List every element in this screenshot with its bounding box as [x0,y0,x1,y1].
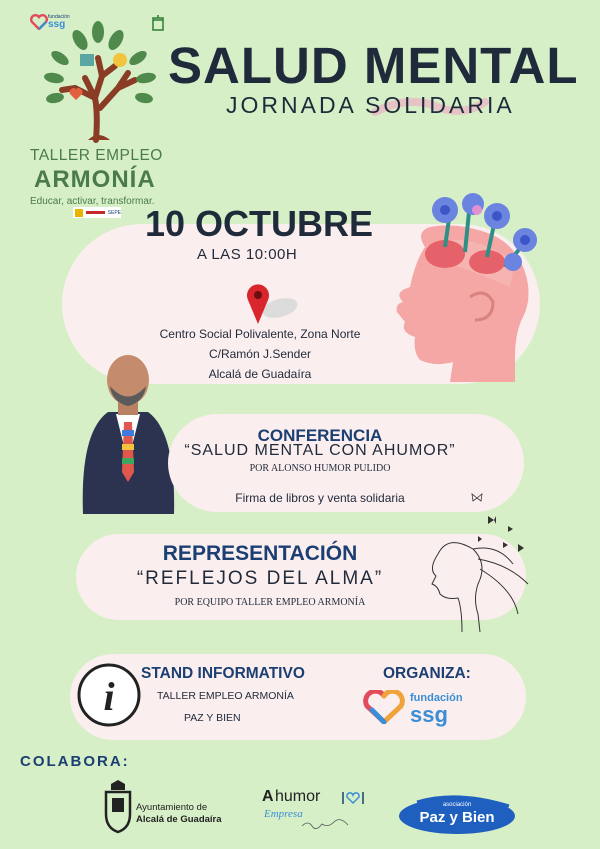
taller-line2: ARMONÍA [34,166,156,193]
spain-shield-icon [75,209,83,217]
stand-heading: STAND INFORMATIVO [141,665,305,682]
ssg-organiza-logo [362,690,472,730]
stand-item-1: TALLER EMPLEO ARMONÍA [157,690,294,702]
subtitle: JORNADA SOLIDARIA [226,92,515,118]
info-icon [76,662,142,728]
woman-butterflies-line-art [418,514,538,632]
head-with-flowers-illustration [375,192,550,382]
representation-title: “REFLEJOS DEL ALMA” [136,568,384,589]
ssg-small-text: ssg [48,19,66,30]
representation-by: POR EQUIPO TALLER EMPLEO ARMONÍA [174,597,366,608]
ayto-line2: Alcalá de Guadaíra [136,814,222,825]
location-pin-icon [244,282,302,326]
organiza-label: ORGANIZA: [383,665,471,682]
ayuntamiento-logo [103,780,243,834]
signature-scribble [300,818,350,830]
spain-gov-logo [73,207,121,218]
taller-line1: TALLER EMPLEO [30,147,163,164]
ahumor-rest: humor [275,788,321,805]
ssg-organiza-main: ssg [410,702,448,727]
paz-main: Paz y Bien [419,809,495,826]
ayto-line1: Ayuntamiento de [136,802,208,813]
ssg-organiza-top: fundación [410,692,463,704]
speaker-photo [78,352,178,514]
ahumor-sub: Empresa [264,808,303,820]
ssg-heart-icon [362,690,406,724]
paz-y-bien-logo [397,794,517,836]
taller-tagline: Educar, activar, transformar. [30,196,155,207]
ayuntamiento-shield-icon [103,780,133,834]
paz-top: asociación [442,802,472,808]
sepe-text: SEPE [107,209,121,216]
ahumor-logo [262,788,372,834]
info-glyph: i [103,674,115,719]
representation-heading: REPRESENTACIÓN [162,542,358,565]
stand-item-2: PAZ Y BIEN [184,712,241,724]
ahumor-a: A [262,788,274,805]
tree-logo-icon [40,18,165,143]
event-date: 10 OCTUBRE [145,203,374,244]
conference-extra: Firma de libros y venta solidaria [235,491,405,505]
conference-by: POR ALONSO HUMOR PULIDO [249,463,391,474]
conference-title: “SALUD MENTAL CON AHUMOR” [184,442,456,459]
event-time: A LAS 10:00H [197,246,298,263]
address-line-3: Alcalá de Guadaíra [208,367,312,381]
ahumor-heart-icon [341,791,365,805]
colabora-label: COLABORA: [20,753,130,770]
main-title: SALUD MENTAL [168,37,579,94]
ssg-small-top: fundación [48,14,70,20]
conference-heading: CONFERENCIA [257,426,383,445]
address-line-1: Centro Social Polivalente, Zona Norte [159,327,361,341]
address-line-2: C/Ramón J.Sender [208,347,312,361]
butterfly-icon [471,493,483,503]
